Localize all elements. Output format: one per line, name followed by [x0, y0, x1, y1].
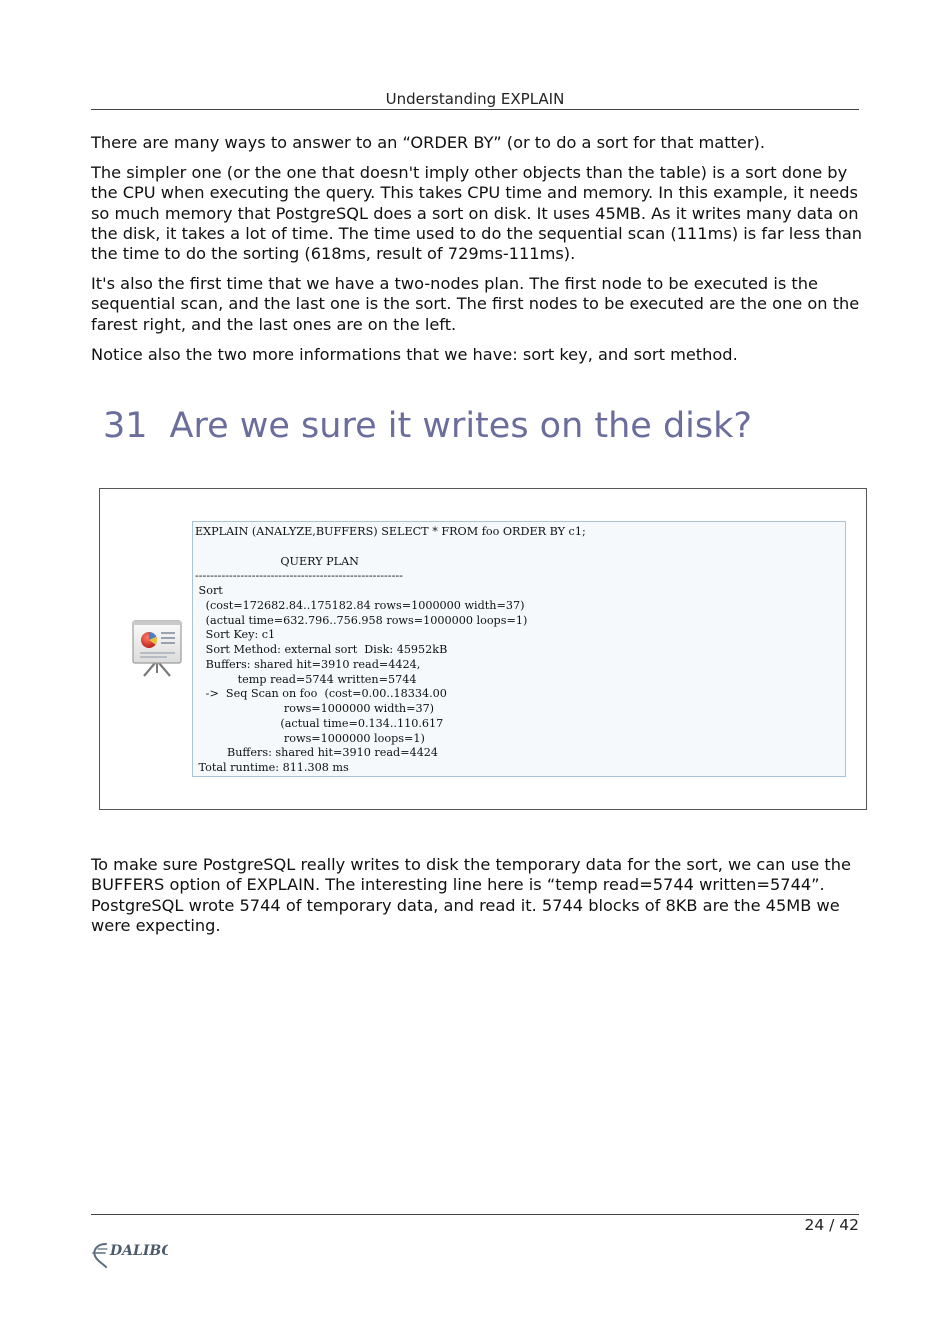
intro-paragraph-1: There are many ways to answer to an “ORDER BY” (or to do a sort for that matter).	[91, 133, 765, 152]
intro-paragraph-3: It's also the first time that we have a two-nodes plan. The first node to be executed is the sequential scan, and the last one is the sort. The first nodes to be executed are the one on the farest right, and the last ones are on the left.	[91, 274, 860, 334]
section-title: Are we sure it writes on the disk?	[169, 406, 752, 446]
query-plan-code: EXPLAIN (ANALYZE,BUFFERS) SELECT * FROM foo ORDER BY c1; QUERY PLAN ------------------------------------------------------- Sort (cost=172682.84..175182.84 rows=1000000 width=37) (actual time=632.796..756.958 rows=1000000 loops=1) Sort Key: c1 Sort Method: external sort Disk: 45952kB Buffers: shared hit=3910 read=4424, temp read=5744 written=5744 -> Seq Scan on foo (cost=0.00..18334.00 rows=1000000 width=37) (actual time=0.134..110.617 rows=1000000 loops=1) Buffers: shared hit=3910 read=4424 Total runtime: 811.308 ms	[192, 521, 846, 777]
page-number: 24 / 42	[804, 1216, 859, 1234]
dalibo-logo-icon	[90, 1234, 168, 1272]
section-number: 31	[103, 406, 148, 446]
intro-paragraph-2: The simpler one (or the one that doesn't imply other objects than the table) is a sort done by the CPU when executing the query. This takes CPU time and memory. In this example, it needs so much memory that PostgreSQL does a sort on disk. It uses 45MB. As it writes many data on the disk, it takes a lot of time. The time used to do the sequential scan (111ms) is far less than the time to do the sorting (618ms, result of 729ms-111ms).	[91, 163, 863, 264]
outro-paragraph: To make sure PostgreSQL really writes to disk the temporary data for the sort, we can use the BUFFERS option of EXPLAIN. The interesting line here is “temp read=5744 written=5744”. PostgreSQL wrote 5744 of temporary data, and read it. 5744 blocks of 8KB are the 45MB we were expecting.	[91, 855, 851, 935]
logo-text: DALIBO	[110, 1243, 168, 1259]
presentation-slide-icon	[131, 619, 183, 679]
intro-paragraph-4: Notice also the two more informations that we have: sort key, and sort method.	[91, 345, 738, 364]
section-heading	[103, 402, 752, 450]
running-header: Understanding EXPLAIN	[91, 90, 859, 110]
